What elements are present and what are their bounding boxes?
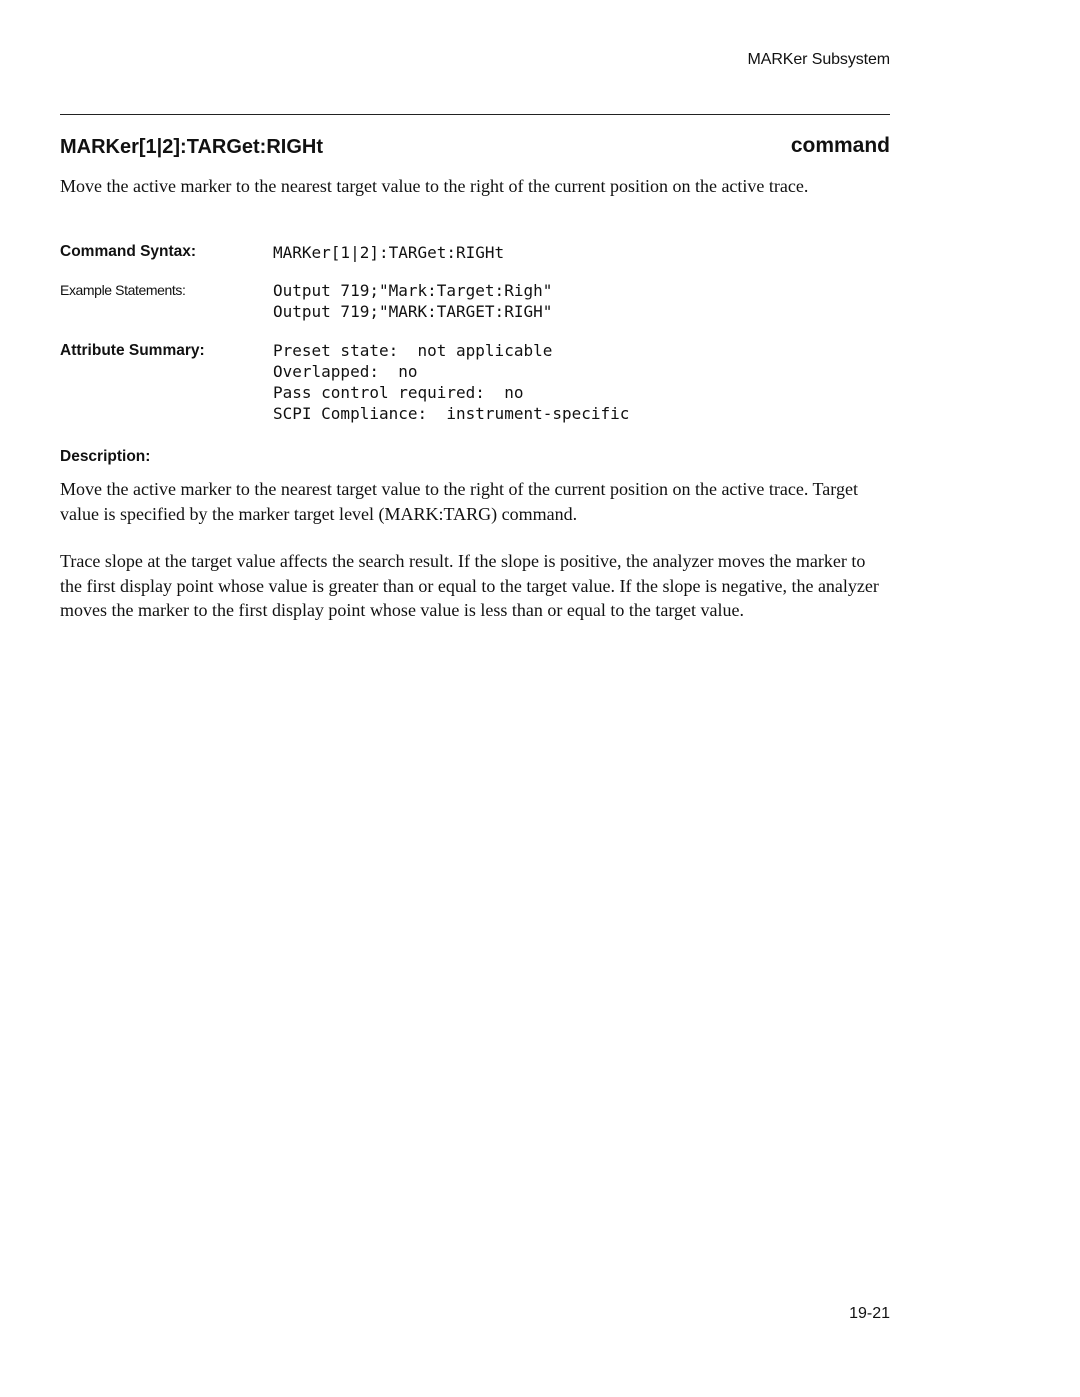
attribute-line: Pass control required: no [273,383,524,402]
example-statement: Output 719;"Mark:Target:Righ" [273,281,553,300]
example-statement: Output 719;"MARK:TARGET:RIGH" [273,302,553,321]
page-number: 19-21 [849,1305,890,1322]
header-rule [60,114,890,115]
command-type-label: command [790,134,890,157]
command-title: MARKer[1|2]:TARGet:RIGHt [60,136,323,158]
attribute-line: SCPI Compliance: instrument-specific [273,404,630,423]
command-summary: Move the active marker to the nearest target value to the right of the current position on the active trace. [60,176,809,196]
description-paragraph: Move the active marker to the nearest target value to the right of the current position on the active trace. Target value is specified by the marker target level (MARK:TARG) command. [60,479,858,524]
attribute-summary-label: Attribute Summary: [60,342,205,359]
command-syntax-label: Command Syntax: [60,243,197,260]
description-paragraph: Trace slope at the target value affects the search result. If the slope is positive, the analyzer moves the marker to the first display point whose value is greater than or equal to the target value. If the slope is negative, the analyzer moves the marker to the first display point whose value is less than or equal to the target value. [60,551,879,620]
attribute-line: Overlapped: no [273,362,418,381]
attribute-line: Preset state: not applicable [273,341,553,360]
description-label: Description: [60,448,151,465]
running-header: MARKer Subsystem [747,51,890,68]
command-syntax-value: MARKer[1|2]:TARGet:RIGHt [273,243,505,262]
example-statements-label: Example Statements: [60,282,186,298]
